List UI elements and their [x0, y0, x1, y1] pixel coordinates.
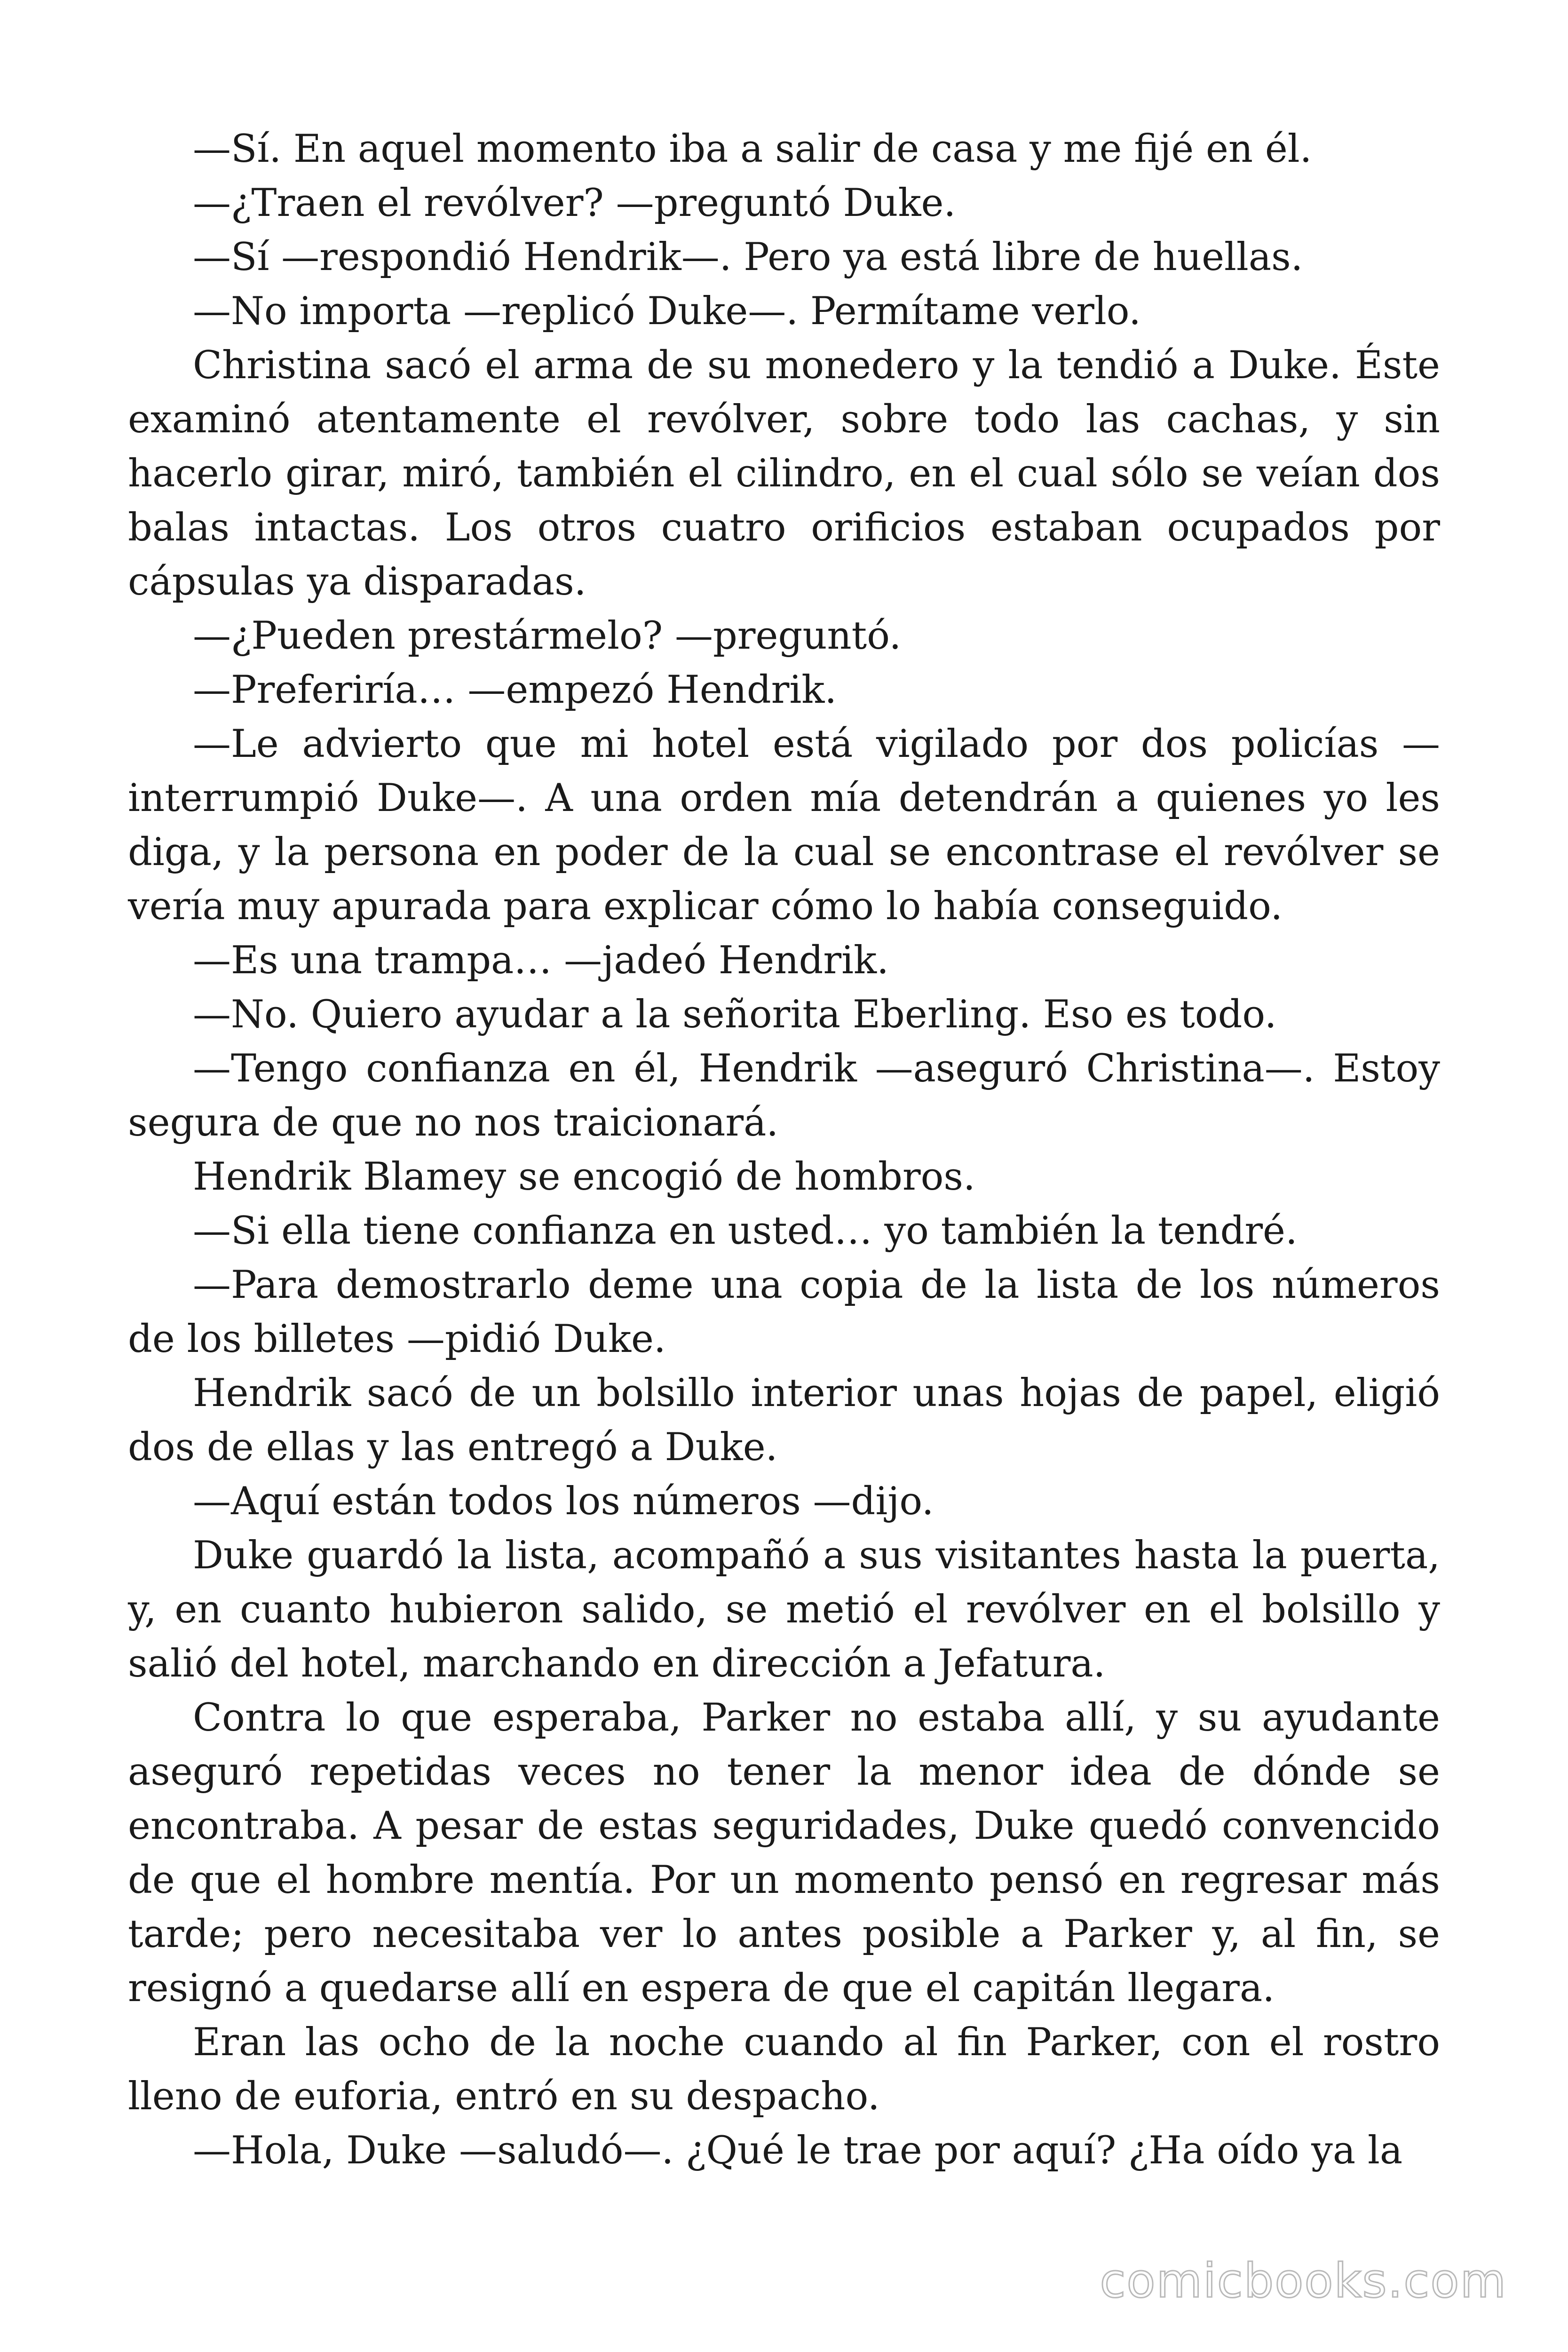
paragraph: Eran las ocho de la noche cuando al fin Parker, con el rostro lleno de euforia, entró en su despacho.: [128, 2020, 1440, 2119]
paragraph: Christina sacó el arma de su monedero y la tendió a Duke. Éste examinó atentamente el revólver, sobre todo las cachas, y sin hacerlo girar, miró, también el cilindro, en el cual sólo se veían dos balas intactas. Los otros cuatro orificios estaban ocupados por cápsulas ya disparadas.: [128, 343, 1440, 604]
paragraph: —Si ella tiene confianza en usted… yo también la tendré.: [193, 1209, 1298, 1253]
paragraph: —Sí —respondió Hendrik—. Pero ya está libre de huellas.: [193, 235, 1303, 279]
paragraph: —No. Quiero ayudar a la señorita Eberling. Eso es todo.: [193, 993, 1277, 1037]
paragraph: —Es una trampa… —jadeó Hendrik.: [193, 938, 889, 983]
site-watermark: comicbooks.com: [1100, 2253, 1507, 2308]
paragraph: —¿Pueden prestármelo? —preguntó.: [193, 614, 902, 658]
paragraph: —Sí. En aquel momento iba a salir de casa y me fijé en él.: [193, 127, 1312, 171]
paragraph: —Hola, Duke —saludó—. ¿Qué le trae por aquí? ¿Ha oído ya la: [193, 2129, 1403, 2173]
paragraph: Hendrik sacó de un bolsillo interior unas hojas de papel, eligió dos de ellas y las entregó a Duke.: [128, 1371, 1440, 1470]
paragraph: Duke guardó la lista, acompañó a sus visitantes hasta la puerta, y, en cuanto hubieron salido, se metió el revólver en el bolsillo y salió del hotel, marchando en dirección a Jefatura.: [128, 1534, 1440, 1686]
paragraph: Hendrik Blamey se encogió de hombros.: [193, 1155, 975, 1199]
paragraph: —Para demostrarlo deme una copia de la lista de los números de los billetes —pidió Duke.: [128, 1263, 1440, 1361]
paragraph: —Tengo confianza en él, Hendrik —aseguró Christina—. Estoy segura de que no nos traicionará.: [128, 1047, 1440, 1145]
paragraph: —No importa —replicó Duke—. Permítame verlo.: [193, 289, 1141, 334]
paragraph: —Le advierto que mi hotel está vigilado por dos policías — interrumpió Duke—. A una orden mía detendrán a quienes yo les diga, y la persona en poder de la cual se encontrase el revólver se vería muy apurada para explicar cómo lo había conseguido.: [128, 722, 1440, 929]
paragraph: —Aquí están todos los números —dijo.: [193, 1479, 934, 1524]
book-page-text: [128, 122, 1440, 2178]
paragraph: —Preferiría… —empezó Hendrik.: [193, 668, 837, 712]
paragraph: —¿Traen el revólver? —preguntó Duke.: [193, 181, 956, 225]
paragraph: Contra lo que esperaba, Parker no estaba allí, y su ayudante aseguró repetidas veces no tener la menor idea de dónde se encontraba. A pesar de estas seguridades, Duke quedó convencido de que el hombre mentía. Por un momento pensó en regresar más tarde; pero necesitaba ver lo antes posible a Parker y, al fin, se resignó a quedarse allí en espera de que el capitán llegara.: [128, 1696, 1440, 2010]
